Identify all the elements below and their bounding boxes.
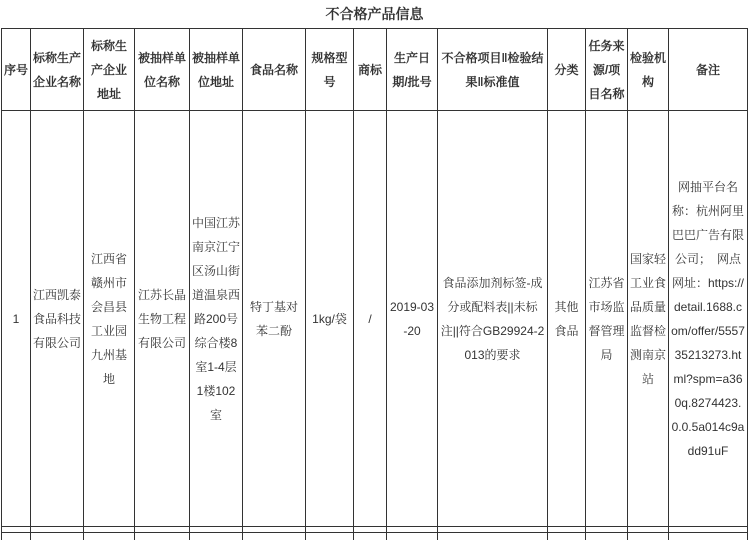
page-title: 不合格产品信息 (325, 6, 424, 22)
cell-nonconforming-item: 食品添加剂标签-成分或配料表||未标注||符合GB29924-2013的要求 (438, 111, 548, 527)
empty-cell (669, 533, 748, 540)
header-nonconforming-item: 不合格项目‖检验结果‖标准值 (438, 29, 548, 111)
cell-spec-model: 1kg/袋 (306, 111, 354, 527)
empty-cell (306, 533, 354, 540)
empty-cell (243, 533, 306, 540)
empty-cell (190, 533, 243, 540)
empty-cell (354, 533, 387, 540)
header-task-source: 任务来源/项目名称 (586, 29, 628, 111)
cell-inspection-agency: 国家轻工业食品质量监督检测南京站 (628, 111, 669, 527)
clipped-row (2, 533, 748, 540)
cell-producer-address: 江西省赣州市会昌县工业园九州基地 (84, 111, 135, 527)
empty-cell (2, 533, 31, 540)
product-row (2, 111, 748, 527)
header-row (2, 29, 748, 111)
header-sampled-unit-address: 被抽样单位地址 (190, 29, 243, 111)
cell-remark: 网抽平台名称：杭州阿里巴巴广告有限公司； 网点网址：https://detail.1688.com/offer/555735213273.html?spm=a360q.8274423.0.0.5a014c9add91uF (669, 111, 748, 527)
empty-cell (135, 533, 190, 540)
empty-cell (548, 533, 586, 540)
cell-category: 其他食品 (548, 111, 586, 527)
empty-cell (387, 533, 438, 540)
empty-cell (438, 533, 548, 540)
header-seq: 序号 (2, 29, 31, 111)
cell-sampled-unit-name: 江苏长晶生物工程有限公司 (135, 111, 190, 527)
header-food-name: 食品名称 (243, 29, 306, 111)
cell-food-name: 特丁基对苯二酚 (243, 111, 306, 527)
empty-cell (31, 533, 84, 540)
cell-trademark: / (354, 111, 387, 527)
nonconforming-products-table (1, 28, 748, 540)
empty-cell (84, 533, 135, 540)
header-producer-name: 标称生产企业名称 (31, 29, 84, 111)
cell-seq: 1 (2, 111, 31, 527)
cell-production-date-batch: 2019-03-20 (387, 111, 438, 527)
cell-task-source: 江苏省市场监督管理局 (586, 111, 628, 527)
header-remark: 备注 (669, 29, 748, 111)
cell-producer-name: 江西凯泰食品科技有限公司 (31, 111, 84, 527)
header-trademark: 商标 (354, 29, 387, 111)
header-category: 分类 (548, 29, 586, 111)
cell-sampled-unit-address: 中国江苏南京江宁区汤山街道温泉西路200号综合楼8室1-4层1楼102室 (190, 111, 243, 527)
empty-cell (586, 533, 628, 540)
header-spec-model: 规格型号 (306, 29, 354, 111)
header-sampled-unit-name: 被抽样单位名称 (135, 29, 190, 111)
empty-cell (628, 533, 669, 540)
header-production-date-batch: 生产日期/批号 (387, 29, 438, 111)
header-inspection-agency: 检验机构 (628, 29, 669, 111)
header-producer-address: 标称生产企业地址 (84, 29, 135, 111)
